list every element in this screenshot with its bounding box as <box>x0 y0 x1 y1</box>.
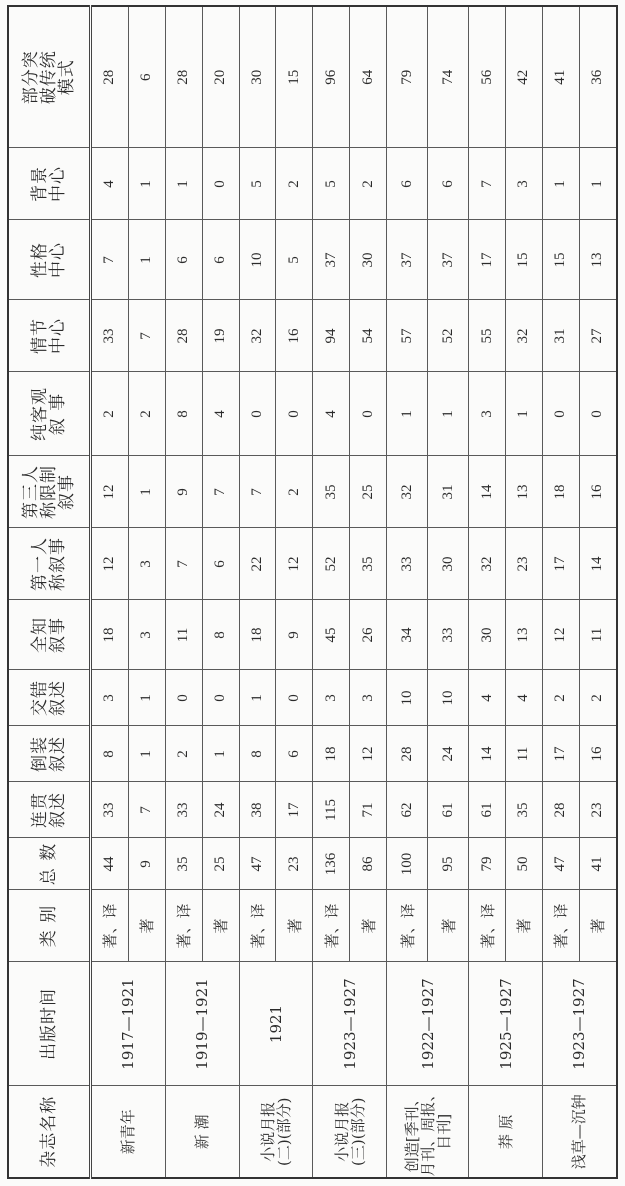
omniscient-cell: 8 <box>202 600 239 670</box>
magazine-name: 创造[季刊、 月刊、周报、 日刊] <box>387 1086 469 1178</box>
flashback-cell: 2 <box>165 726 202 782</box>
total-cell: 47 <box>239 838 276 890</box>
omniscient-cell: 11 <box>165 600 202 670</box>
plot-center-cell: 7 <box>129 300 166 372</box>
first-person-cell: 14 <box>579 528 617 600</box>
continuous-cell: 61 <box>428 782 469 838</box>
table-row <box>469 6 506 1178</box>
header-flashback: 倒装 叙述 <box>8 726 90 782</box>
objective-cell: 0 <box>276 372 313 456</box>
background-center-cell: 0 <box>202 148 239 220</box>
omniscient-cell: 11 <box>579 600 617 670</box>
flashback-cell: 16 <box>579 726 617 782</box>
background-center-cell: 6 <box>387 148 428 220</box>
first-person-cell: 52 <box>313 528 350 600</box>
partial-break-cell: 42 <box>506 6 543 148</box>
table-body <box>90 6 617 1178</box>
partial-break-cell: 41 <box>542 6 579 148</box>
interleaved-cell: 10 <box>428 670 469 726</box>
third-limited-cell: 16 <box>579 456 617 528</box>
character-center-cell: 37 <box>387 220 428 300</box>
total-cell: 25 <box>202 838 239 890</box>
continuous-cell: 33 <box>165 782 202 838</box>
publication-time: 1917—1921 <box>90 962 165 1086</box>
table-row <box>239 6 276 1178</box>
total-cell: 50 <box>506 838 543 890</box>
header-plot-center: 情节 中心 <box>8 300 90 372</box>
background-center-cell: 1 <box>129 148 166 220</box>
objective-cell: 8 <box>165 372 202 456</box>
header-category: 类 别 <box>8 890 90 962</box>
background-center-cell: 5 <box>313 148 350 220</box>
first-person-cell: 17 <box>542 528 579 600</box>
character-center-cell: 6 <box>165 220 202 300</box>
category-cell: 著 <box>129 890 166 962</box>
flashback-cell: 28 <box>387 726 428 782</box>
total-cell: 23 <box>276 838 313 890</box>
total-cell: 95 <box>428 838 469 890</box>
interleaved-cell: 1 <box>129 670 166 726</box>
first-person-cell: 30 <box>428 528 469 600</box>
partial-break-cell: 56 <box>469 6 506 148</box>
table-row <box>90 6 129 1178</box>
third-limited-cell: 7 <box>239 456 276 528</box>
partial-break-cell: 30 <box>239 6 276 148</box>
interleaved-cell: 0 <box>165 670 202 726</box>
category-cell: 著、译 <box>239 890 276 962</box>
total-cell: 86 <box>350 838 387 890</box>
plot-center-cell: 16 <box>276 300 313 372</box>
partial-break-cell: 74 <box>428 6 469 148</box>
objective-cell: 4 <box>313 372 350 456</box>
omniscient-cell: 26 <box>350 600 387 670</box>
character-center-cell: 15 <box>542 220 579 300</box>
objective-cell: 1 <box>428 372 469 456</box>
publication-time: 1919—1921 <box>165 962 239 1086</box>
category-cell: 著 <box>202 890 239 962</box>
category-cell: 著 <box>350 890 387 962</box>
plot-center-cell: 32 <box>239 300 276 372</box>
third-limited-cell: 32 <box>387 456 428 528</box>
continuous-cell: 28 <box>542 782 579 838</box>
objective-cell: 0 <box>239 372 276 456</box>
partial-break-cell: 28 <box>165 6 202 148</box>
interleaved-cell: 3 <box>313 670 350 726</box>
character-center-cell: 37 <box>313 220 350 300</box>
first-person-cell: 32 <box>469 528 506 600</box>
flashback-cell: 14 <box>469 726 506 782</box>
first-person-cell: 6 <box>202 528 239 600</box>
continuous-cell: 23 <box>579 782 617 838</box>
third-limited-cell: 13 <box>506 456 543 528</box>
continuous-cell: 7 <box>129 782 166 838</box>
interleaved-cell: 1 <box>239 670 276 726</box>
flashback-cell: 17 <box>542 726 579 782</box>
header-total: 总 数 <box>8 838 90 890</box>
first-person-cell: 12 <box>90 528 129 600</box>
objective-cell: 2 <box>90 372 129 456</box>
partial-break-cell: 20 <box>202 6 239 148</box>
character-center-cell: 1 <box>129 220 166 300</box>
partial-break-cell: 28 <box>90 6 129 148</box>
interleaved-cell: 4 <box>469 670 506 726</box>
category-cell: 著、译 <box>387 890 428 962</box>
header-pub-time: 出版时间 <box>8 962 90 1086</box>
total-cell: 44 <box>90 838 129 890</box>
interleaved-cell: 2 <box>542 670 579 726</box>
category-cell: 著 <box>506 890 543 962</box>
partial-break-cell: 64 <box>350 6 387 148</box>
continuous-cell: 71 <box>350 782 387 838</box>
character-center-cell: 5 <box>276 220 313 300</box>
omniscient-cell: 45 <box>313 600 350 670</box>
background-center-cell: 1 <box>165 148 202 220</box>
rotated-table-container <box>7 7 618 1179</box>
interleaved-cell: 0 <box>276 670 313 726</box>
character-center-cell: 17 <box>469 220 506 300</box>
objective-cell: 2 <box>129 372 166 456</box>
total-cell: 100 <box>387 838 428 890</box>
third-limited-cell: 1 <box>129 456 166 528</box>
header-magazine: 杂志名称 <box>8 1086 90 1178</box>
flashback-cell: 6 <box>276 726 313 782</box>
flashback-cell: 1 <box>202 726 239 782</box>
objective-cell: 4 <box>202 372 239 456</box>
header-background-center: 背景 中心 <box>8 148 90 220</box>
first-person-cell: 22 <box>239 528 276 600</box>
header-first-person: 第一人 称叙事 <box>8 528 90 600</box>
category-cell: 著、译 <box>165 890 202 962</box>
partial-break-cell: 6 <box>129 6 166 148</box>
publication-time: 1925—1927 <box>469 962 543 1086</box>
flashback-cell: 8 <box>90 726 129 782</box>
magazine-name: 小说月报 (三)(部分) <box>313 1086 387 1178</box>
third-limited-cell: 35 <box>313 456 350 528</box>
third-limited-cell: 9 <box>165 456 202 528</box>
objective-cell: 1 <box>506 372 543 456</box>
partial-break-cell: 36 <box>579 6 617 148</box>
interleaved-cell: 3 <box>90 670 129 726</box>
interleaved-cell: 4 <box>506 670 543 726</box>
continuous-cell: 24 <box>202 782 239 838</box>
objective-cell: 0 <box>350 372 387 456</box>
omniscient-cell: 30 <box>469 600 506 670</box>
third-limited-cell: 12 <box>90 456 129 528</box>
background-center-cell: 2 <box>276 148 313 220</box>
header-third-limited: 第三人 称限制 叙事 <box>8 456 90 528</box>
omniscient-cell: 13 <box>506 600 543 670</box>
magazine-name: 新 潮 <box>165 1086 239 1178</box>
category-cell: 著、译 <box>542 890 579 962</box>
continuous-cell: 62 <box>387 782 428 838</box>
header-interleaved: 交错 叙述 <box>8 670 90 726</box>
objective-cell: 0 <box>542 372 579 456</box>
category-cell: 著、译 <box>469 890 506 962</box>
omniscient-cell: 9 <box>276 600 313 670</box>
table-row <box>165 6 202 1178</box>
background-center-cell: 1 <box>579 148 617 220</box>
plot-center-cell: 54 <box>350 300 387 372</box>
continuous-cell: 17 <box>276 782 313 838</box>
total-cell: 9 <box>129 838 166 890</box>
plot-center-cell: 28 <box>165 300 202 372</box>
partial-break-cell: 15 <box>276 6 313 148</box>
interleaved-cell: 3 <box>350 670 387 726</box>
third-limited-cell: 14 <box>469 456 506 528</box>
header-continuous: 连贯 叙述 <box>8 782 90 838</box>
flashback-cell: 1 <box>129 726 166 782</box>
plot-center-cell: 52 <box>428 300 469 372</box>
background-center-cell: 2 <box>350 148 387 220</box>
flashback-cell: 11 <box>506 726 543 782</box>
plot-center-cell: 27 <box>579 300 617 372</box>
omniscient-cell: 18 <box>239 600 276 670</box>
character-center-cell: 37 <box>428 220 469 300</box>
character-center-cell: 7 <box>90 220 129 300</box>
continuous-cell: 35 <box>506 782 543 838</box>
table-row <box>542 6 579 1178</box>
total-cell: 47 <box>542 838 579 890</box>
plot-center-cell: 55 <box>469 300 506 372</box>
flashback-cell: 8 <box>239 726 276 782</box>
continuous-cell: 33 <box>90 782 129 838</box>
category-cell: 著 <box>579 890 617 962</box>
objective-cell: 1 <box>387 372 428 456</box>
character-center-cell: 10 <box>239 220 276 300</box>
total-cell: 41 <box>579 838 617 890</box>
header-partial-break: 部分突 破传统 模式 <box>8 6 90 148</box>
magazine-name: 莽 原 <box>469 1086 543 1178</box>
background-center-cell: 6 <box>428 148 469 220</box>
background-center-cell: 1 <box>542 148 579 220</box>
total-cell: 79 <box>469 838 506 890</box>
magazine-name: 小说月报 (二)(部分) <box>239 1086 313 1178</box>
flashback-cell: 24 <box>428 726 469 782</box>
omniscient-cell: 33 <box>428 600 469 670</box>
first-person-cell: 7 <box>165 528 202 600</box>
table-row <box>313 6 350 1178</box>
plot-center-cell: 94 <box>313 300 350 372</box>
omniscient-cell: 18 <box>90 600 129 670</box>
plot-center-cell: 33 <box>90 300 129 372</box>
total-cell: 35 <box>165 838 202 890</box>
third-limited-cell: 18 <box>542 456 579 528</box>
category-cell: 著 <box>428 890 469 962</box>
plot-center-cell: 32 <box>506 300 543 372</box>
character-center-cell: 30 <box>350 220 387 300</box>
category-cell: 著、译 <box>313 890 350 962</box>
table-row <box>387 6 428 1178</box>
publication-time: 1921 <box>239 962 313 1086</box>
publication-time: 1923—1927 <box>542 962 617 1086</box>
continuous-cell: 115 <box>313 782 350 838</box>
header-omniscient: 全知 叙事 <box>8 600 90 670</box>
objective-cell: 3 <box>469 372 506 456</box>
total-cell: 136 <box>313 838 350 890</box>
omniscient-cell: 34 <box>387 600 428 670</box>
objective-cell: 0 <box>579 372 617 456</box>
third-limited-cell: 7 <box>202 456 239 528</box>
publication-time: 1923—1927 <box>313 962 387 1086</box>
category-cell: 著、译 <box>90 890 129 962</box>
background-center-cell: 3 <box>506 148 543 220</box>
flashback-cell: 12 <box>350 726 387 782</box>
third-limited-cell: 2 <box>276 456 313 528</box>
plot-center-cell: 31 <box>542 300 579 372</box>
omniscient-cell: 3 <box>129 600 166 670</box>
character-center-cell: 6 <box>202 220 239 300</box>
character-center-cell: 15 <box>506 220 543 300</box>
magazine-name: 新青年 <box>90 1086 165 1178</box>
magazine-name: 浅草—沉钟 <box>542 1086 617 1178</box>
header-row <box>8 6 90 1178</box>
background-center-cell: 5 <box>239 148 276 220</box>
partial-break-cell: 79 <box>387 6 428 148</box>
character-center-cell: 13 <box>579 220 617 300</box>
background-center-cell: 4 <box>90 148 129 220</box>
header-objective: 纯客观 叙 事 <box>8 372 90 456</box>
interleaved-cell: 0 <box>202 670 239 726</box>
first-person-cell: 33 <box>387 528 428 600</box>
continuous-cell: 38 <box>239 782 276 838</box>
third-limited-cell: 31 <box>428 456 469 528</box>
plot-center-cell: 57 <box>387 300 428 372</box>
partial-break-cell: 96 <box>313 6 350 148</box>
plot-center-cell: 19 <box>202 300 239 372</box>
background-center-cell: 7 <box>469 148 506 220</box>
first-person-cell: 35 <box>350 528 387 600</box>
narrative-statistics-table <box>7 5 618 1179</box>
first-person-cell: 12 <box>276 528 313 600</box>
third-limited-cell: 25 <box>350 456 387 528</box>
interleaved-cell: 2 <box>579 670 617 726</box>
continuous-cell: 61 <box>469 782 506 838</box>
publication-time: 1922—1927 <box>387 962 469 1086</box>
omniscient-cell: 12 <box>542 600 579 670</box>
first-person-cell: 23 <box>506 528 543 600</box>
header-character-center: 性格 中心 <box>8 220 90 300</box>
first-person-cell: 3 <box>129 528 166 600</box>
category-cell: 著 <box>276 890 313 962</box>
interleaved-cell: 10 <box>387 670 428 726</box>
flashback-cell: 18 <box>313 726 350 782</box>
